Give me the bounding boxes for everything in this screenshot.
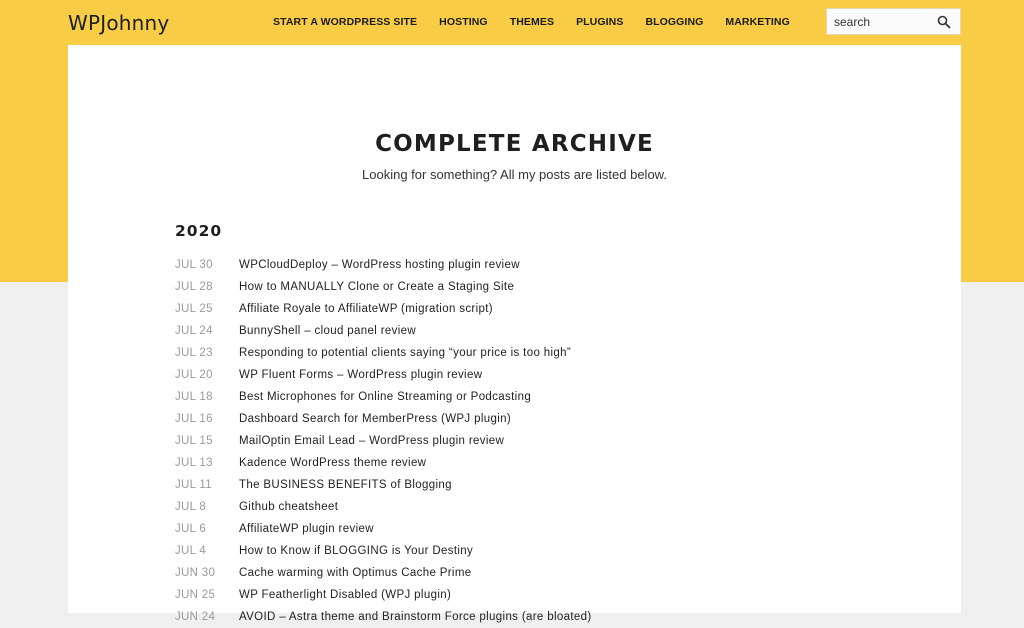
archive-content [68,45,961,623]
post-date: JUL 25 [175,303,213,315]
post-date: JUL 4 [175,545,207,557]
post-date: JUL 6 [175,523,207,535]
post-title-link[interactable]: WPCloudDeploy – WordPress hosting plugin review [239,259,520,271]
post-list [175,254,895,628]
search-input[interactable] [827,15,927,29]
post-list-item [175,606,895,628]
post-list-item [175,496,895,518]
post-list-item [175,452,895,474]
post-title-link[interactable]: Affiliate Royale to AffiliateWP (migration script) [239,303,493,315]
post-title-link[interactable]: BunnyShell – cloud panel review [239,325,417,337]
post-date: JUL 11 [175,479,212,491]
post-list-item [175,254,895,276]
site-logo[interactable]: WPJohnny [68,11,170,35]
post-list-item [175,298,895,320]
post-date: JUL 16 [175,413,213,425]
post-list-item [175,474,895,496]
post-date: JUN 30 [175,567,216,579]
site-header [0,0,1024,45]
post-date: JUN 24 [175,611,216,623]
page-subtitle: Looking for something? All my posts are listed below. [362,167,667,182]
post-list-item [175,562,895,584]
nav-item-start-a-wordpress-site[interactable]: START A WORDPRESS SITE [273,16,418,28]
post-date: JUL 28 [175,281,213,293]
post-list-item [175,342,895,364]
post-list-item [175,386,895,408]
post-date: JUL 8 [175,501,207,513]
year-heading: 2020 [175,222,223,240]
post-title-link[interactable]: Responding to potential clients saying “your price is too high” [239,347,572,359]
post-list-item [175,276,895,298]
nav-item-themes[interactable]: THEMES [509,16,555,28]
nav-item-plugins[interactable]: PLUGINS [576,16,624,28]
post-title-link[interactable]: AVOID – Astra theme and Brainstorm Force plugins (are bloated) [239,611,592,623]
post-title-link[interactable]: AffiliateWP plugin review [239,523,374,535]
nav-item-marketing[interactable]: MARKETING [725,16,790,28]
post-title-link[interactable]: Kadence WordPress theme review [239,457,427,469]
post-date: JUL 20 [175,369,213,381]
post-title-link[interactable]: The BUSINESS BENEFITS of Blogging [239,479,452,491]
nav-item-blogging[interactable]: BLOGGING [645,16,704,28]
post-title-link[interactable]: Best Microphones for Online Streaming or Podcasting [239,391,532,403]
post-title-link[interactable]: Github cheatsheet [239,501,339,513]
page-title: COMPLETE ARCHIVE [375,131,654,157]
post-title-link[interactable]: How to MANUALLY Clone or Create a Staging Site [239,281,515,293]
post-title-link[interactable]: Cache warming with Optimus Cache Prime [239,567,472,579]
post-date: JUL 30 [175,259,213,271]
post-title-link[interactable]: How to Know if BLOGGING is Your Destiny [239,545,474,557]
nav-item-hosting[interactable]: HOSTING [439,16,488,28]
post-list-item [175,540,895,562]
post-date: JUL 24 [175,325,213,337]
post-list-item [175,408,895,430]
post-title-link[interactable]: WP Featherlight Disabled (WPJ plugin) [239,589,452,601]
post-list-item [175,364,895,386]
post-title-link[interactable]: WP Fluent Forms – WordPress plugin review [239,369,483,381]
post-list-item [175,584,895,606]
post-title-link[interactable]: Dashboard Search for MemberPress (WPJ plugin) [239,413,512,425]
post-date: JUL 23 [175,347,213,359]
main-navigation [273,16,812,28]
post-title-link[interactable]: MailOptin Email Lead – WordPress plugin review [239,435,505,447]
post-list-item [175,518,895,540]
post-date: JUL 13 [175,457,213,469]
search-icon[interactable] [936,14,952,30]
post-date: JUN 25 [175,589,216,601]
post-date: JUL 15 [175,435,213,447]
post-list-item [175,430,895,452]
post-list-item [175,320,895,342]
search-box [826,8,961,35]
post-date: JUL 18 [175,391,213,403]
